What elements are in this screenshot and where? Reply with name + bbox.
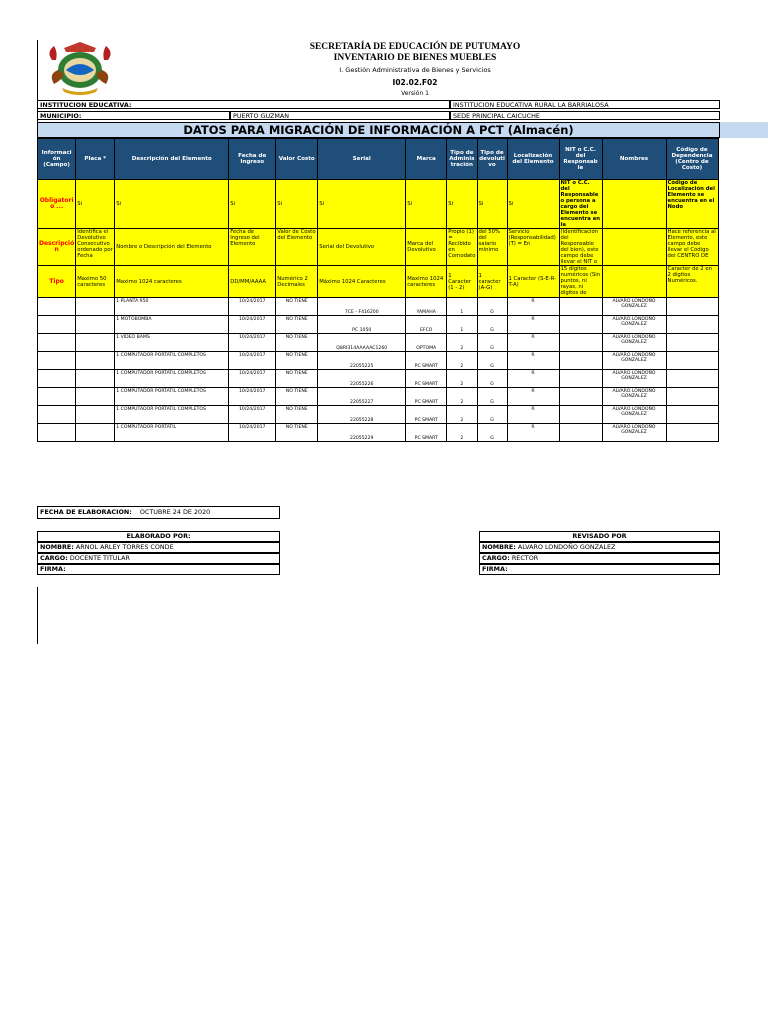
sede-value: SEDE PRINCIPAL CAICUCHE	[450, 111, 720, 120]
spec-cell: Numérico 2 Decimales	[276, 266, 318, 298]
cell-campo	[38, 298, 76, 316]
col-header: NIT o C.C. del Responsab le	[559, 139, 602, 180]
cell-loc: R	[507, 406, 559, 424]
cell-fecha: 10/24/2017	[229, 316, 276, 334]
spec-cell: Si	[318, 180, 406, 229]
cell-nombres: ALVARO LONDOÑO GONZALEZ	[602, 370, 666, 388]
cell-adm: 2	[447, 388, 477, 406]
cell-dev: G	[477, 316, 507, 334]
cell-desc: 1 VIDEO BAMS	[115, 334, 229, 352]
cell-valor: NO TIENE	[276, 316, 318, 334]
cell-marca: EFCO	[406, 316, 447, 334]
cell-valor: NO TIENE	[276, 334, 318, 352]
cell-loc: R	[507, 316, 559, 334]
table-row	[38, 334, 719, 352]
cell-codigo	[666, 334, 718, 352]
spec-cell: (Identificación del Responsable del bien), este campo debe llevar el NIT o	[559, 229, 602, 266]
cell-campo	[38, 370, 76, 388]
spec-cell	[602, 229, 666, 266]
institucion-label: INSTITUCION EDUCATIVA:	[37, 100, 450, 109]
cell-nombres: ALVARO LONDOÑO GONZALEZ	[602, 352, 666, 370]
cell-valor: NO TIENE	[276, 298, 318, 316]
table-row	[38, 352, 719, 370]
cell-codigo	[666, 316, 718, 334]
spec-cell: del 50% del salario mínimo	[477, 229, 507, 266]
spec-cell	[602, 180, 666, 229]
table-row	[38, 316, 719, 334]
cell-marca: PC SMART	[406, 352, 447, 370]
spec-cell: Si	[276, 180, 318, 229]
spec-cell: Si	[477, 180, 507, 229]
cell-placa	[76, 388, 115, 406]
col-header: Marca	[406, 139, 447, 180]
municipio-label: MUNICIPIO:	[37, 111, 230, 120]
cell-desc: 1 PLANTA 950	[115, 298, 229, 316]
coat-of-arms-logo	[44, 40, 116, 98]
cell-nombres: ALVARO LONDOÑO GONZALEZ	[602, 316, 666, 334]
cell-adm: 2	[447, 334, 477, 352]
cell-loc: R	[507, 298, 559, 316]
revisado-nombre: NOMBRE: ALVARO LONDOÑO GONZALEZ	[479, 542, 720, 553]
cell-dev: G	[477, 370, 507, 388]
cell-fecha: 10/24/2017	[229, 388, 276, 406]
cell-marca: PC SMART	[406, 370, 447, 388]
cell-nombres: ALVARO LONDOÑO GONZALEZ	[602, 424, 666, 442]
cell-valor: NO TIENE	[276, 424, 318, 442]
cell-campo	[38, 352, 76, 370]
cell-campo	[38, 424, 76, 442]
version-label: Versión 1	[401, 90, 429, 97]
cell-marca: YAMAHA	[406, 298, 447, 316]
cell-desc: 1 COMPUTADOR PORTATIL COMPLETOS	[115, 352, 229, 370]
cell-dev: G	[477, 388, 507, 406]
cell-codigo	[666, 388, 718, 406]
cell-adm: 2	[447, 352, 477, 370]
cell-nit	[559, 334, 602, 352]
cell-serial: Q8RI314AAAAAC1260	[318, 334, 406, 352]
spec-cell: 15 dígitos numéricos (Sin puntos, ni rayas, ni digitos de	[560, 266, 601, 296]
spec-cell: Marca del Devolutivo	[406, 229, 447, 266]
cell-campo	[38, 334, 76, 352]
spec-cell: Hace referencia al Elemento, este campo debe llevar el Código del CENTRO DE	[666, 229, 718, 266]
col-header: Serial	[318, 139, 406, 180]
table-row	[38, 370, 719, 388]
cell-codigo	[666, 352, 718, 370]
secretaria-title: SECRETARÍA DE EDUCACIÓN DE PUTUMAYO	[309, 42, 521, 52]
left-border-top	[37, 40, 38, 122]
cell-valor: NO TIENE	[276, 388, 318, 406]
spec-cell: NIT o C.C. del Responsable o persona a cargo del Elemento se encuentra en la	[560, 180, 601, 228]
cell-serial: 22055226	[318, 370, 406, 388]
cell-nombres: ALVARO LONDOÑO GONZALEZ	[602, 298, 666, 316]
col-header: Nombres	[602, 139, 666, 180]
cell-codigo	[666, 406, 718, 424]
header-row	[38, 139, 719, 180]
spec-cell: 1 Caracter (S-E-R-T-A)	[507, 266, 559, 298]
cell-dev: G	[477, 424, 507, 442]
tipo-row	[38, 266, 719, 298]
spec-cell: Nombre o Descripción del Elemento	[115, 229, 229, 266]
document-code: I02.02.F02	[392, 78, 438, 87]
cell-fecha: 10/24/2017	[229, 352, 276, 370]
revisado-title: REVISADO POR	[479, 531, 720, 542]
table-row	[38, 388, 719, 406]
revisado-cargo: CARGO: RECTOR	[479, 553, 720, 564]
spec-cell: Fecha de Ingreso del Elemento	[229, 229, 276, 266]
col-header: Tipo de devoluti vo	[477, 139, 507, 180]
fecha-value: OCTUBRE 24 DE 2020	[139, 508, 211, 516]
col-header: Tipo de Adminis tración	[447, 139, 477, 180]
spec-cell: Si	[406, 180, 447, 229]
spec-cell	[602, 266, 666, 298]
spec-cell: Caracter de 2 en 2 dígitos Numéricos.	[666, 266, 718, 298]
col-header: Valor Costo	[276, 139, 318, 180]
cell-loc: R	[507, 388, 559, 406]
cell-adm: 1	[447, 298, 477, 316]
gestion-subtitle: I. Gestión Administrativa de Bienes y Servicios	[339, 66, 491, 74]
cell-marca: PC SMART	[406, 388, 447, 406]
revisado-firma: FIRMA:	[479, 564, 720, 575]
cell-placa	[76, 316, 115, 334]
elaborado-title: ELABORADO POR:	[37, 531, 280, 542]
table-row	[38, 298, 719, 316]
cell-marca: PC SMART	[406, 406, 447, 424]
col-header: Localización del Elemento	[507, 139, 559, 180]
spec-cell: DD/MM/AAAA	[229, 266, 276, 298]
cell-placa	[76, 298, 115, 316]
cell-fecha: 10/24/2017	[229, 370, 276, 388]
col-header: Fecha de Ingreso	[229, 139, 276, 180]
cell-campo	[38, 316, 76, 334]
col-header: Descripción del Elemento	[115, 139, 229, 180]
cell-marca: OPTOMA	[406, 334, 447, 352]
cell-loc: R	[507, 370, 559, 388]
cell-serial: 22055228	[318, 406, 406, 424]
cell-desc: 1 COMPUTADOR PORTATIL COMPLETOS	[115, 388, 229, 406]
spec-cell: 1 Caracter (1 - 2)	[447, 266, 477, 298]
cell-nit	[559, 352, 602, 370]
row-label: Obligatori o ...	[38, 180, 76, 229]
cell-placa	[76, 406, 115, 424]
fecha-label: FECHA DE ELABORACION:	[40, 508, 132, 516]
cell-adm: 2	[447, 370, 477, 388]
cell-serial: PC 1050	[318, 316, 406, 334]
spec-cell: Servicio (Responsabilidad) (T) = En	[507, 229, 559, 266]
migration-banner: DATOS PARA MIGRACIÓN DE INFORMACIÓN A PCT (Almacén)	[37, 122, 720, 138]
cell-fecha: 10/24/2017	[229, 406, 276, 424]
cell-serial: 22055227	[318, 388, 406, 406]
cell-valor: NO TIENE	[276, 406, 318, 424]
fecha-elaboracion	[37, 506, 280, 519]
spec-cell: Si	[115, 180, 229, 229]
cell-desc: 1 COMPUTADOR PORTATIL	[115, 424, 229, 442]
spec-cell: Maximo 1024 caracteres	[115, 266, 229, 298]
col-header: Informaci ón (Campo)	[38, 139, 76, 180]
col-header: Placa *	[76, 139, 115, 180]
cell-placa	[76, 370, 115, 388]
cell-nit	[559, 316, 602, 334]
row-label: Tipo	[38, 266, 76, 298]
cell-codigo	[666, 298, 718, 316]
spec-cell: Propio (1) = Recibido en Comodato	[447, 229, 477, 266]
banner-extension	[720, 122, 768, 138]
cell-campo	[38, 388, 76, 406]
inventario-title: INVENTARIO DE BIENES MUEBLES	[333, 53, 497, 63]
spec-cell: Código de Localización del Elemento se encuentra en el Nodo	[666, 180, 718, 229]
institucion-value: INSTITUCION EDUCATIVA RURAL LA BARRIALOSA	[450, 100, 720, 109]
table-row	[38, 406, 719, 424]
cell-dev: G	[477, 352, 507, 370]
spec-cell: Si	[76, 180, 115, 229]
cell-nit	[559, 388, 602, 406]
cell-fecha: 10/24/2017	[229, 334, 276, 352]
cell-nit	[559, 298, 602, 316]
spec-cell: Si	[447, 180, 477, 229]
cell-dev: G	[477, 298, 507, 316]
elaborado-nombre: NOMBRE: ARNOL ARLEY TORRES CONDE	[37, 542, 280, 553]
cell-nombres: ALVARO LONDOÑO GONZALEZ	[602, 334, 666, 352]
cell-fecha: 10/24/2017	[229, 298, 276, 316]
left-border-bottom	[37, 587, 38, 644]
spec-cell: Máximo 1024 Caracteres	[318, 266, 406, 298]
col-header: Código de Dependencia (Centro de Costo)	[666, 139, 718, 180]
cell-nit	[559, 406, 602, 424]
spec-cell: Serial del Devolutivo	[318, 229, 406, 266]
cell-loc: R	[507, 352, 559, 370]
table-row	[38, 424, 719, 442]
spec-cell: 1 caracter (A-G)	[477, 266, 507, 298]
descripcion-row	[38, 229, 719, 266]
cell-nombres: ALVARO LONDOÑO GONZALEZ	[602, 406, 666, 424]
cell-loc: R	[507, 334, 559, 352]
cell-serial: 22055225	[318, 352, 406, 370]
spec-cell: Maximo 1024 caracteres	[406, 266, 447, 298]
cell-placa	[76, 334, 115, 352]
spec-cell: Si	[507, 180, 559, 229]
cell-desc: 1 COMPUTADOR PORTATIL COMPLETOS	[115, 370, 229, 388]
obligatorio-row	[38, 180, 719, 229]
cell-valor: NO TIENE	[276, 370, 318, 388]
cell-adm: 2	[447, 406, 477, 424]
spec-cell: Identifica el Devolutivo Consecutivo ordenado por Fecha	[76, 229, 115, 266]
spec-cell: Si	[229, 180, 276, 229]
cell-serial: 7CE - F416200	[318, 298, 406, 316]
cell-placa	[76, 352, 115, 370]
cell-adm: 2	[447, 424, 477, 442]
elaborado-cargo: CARGO: DOCENTE TITULAR	[37, 553, 280, 564]
cell-fecha: 10/24/2017	[229, 424, 276, 442]
cell-adm: 1	[447, 316, 477, 334]
cell-desc: 1 MOTOBOMBA	[115, 316, 229, 334]
cell-codigo	[666, 370, 718, 388]
cell-campo	[38, 406, 76, 424]
cell-placa	[76, 424, 115, 442]
cell-loc: R	[507, 424, 559, 442]
municipio-value: PUERTO GUZMAN	[230, 111, 450, 120]
cell-nit	[559, 370, 602, 388]
row-label: Descripció n	[38, 229, 76, 266]
cell-nombres: ALVARO LONDOÑO GONZALEZ	[602, 388, 666, 406]
cell-valor: NO TIENE	[276, 352, 318, 370]
elaborado-firma: FIRMA:	[37, 564, 280, 575]
cell-dev: G	[477, 334, 507, 352]
cell-dev: G	[477, 406, 507, 424]
cell-codigo	[666, 424, 718, 442]
spec-cell: Maximo 50 caracteres	[76, 266, 115, 298]
cell-nit	[559, 424, 602, 442]
cell-marca: PC SMART	[406, 424, 447, 442]
cell-serial: 22055229	[318, 424, 406, 442]
inventory-table	[37, 138, 719, 442]
spec-cell: Valor de Costo del Elemento	[276, 229, 318, 266]
cell-desc: 1 COMPUTADOR PORTATIL COMPLETOS	[115, 406, 229, 424]
